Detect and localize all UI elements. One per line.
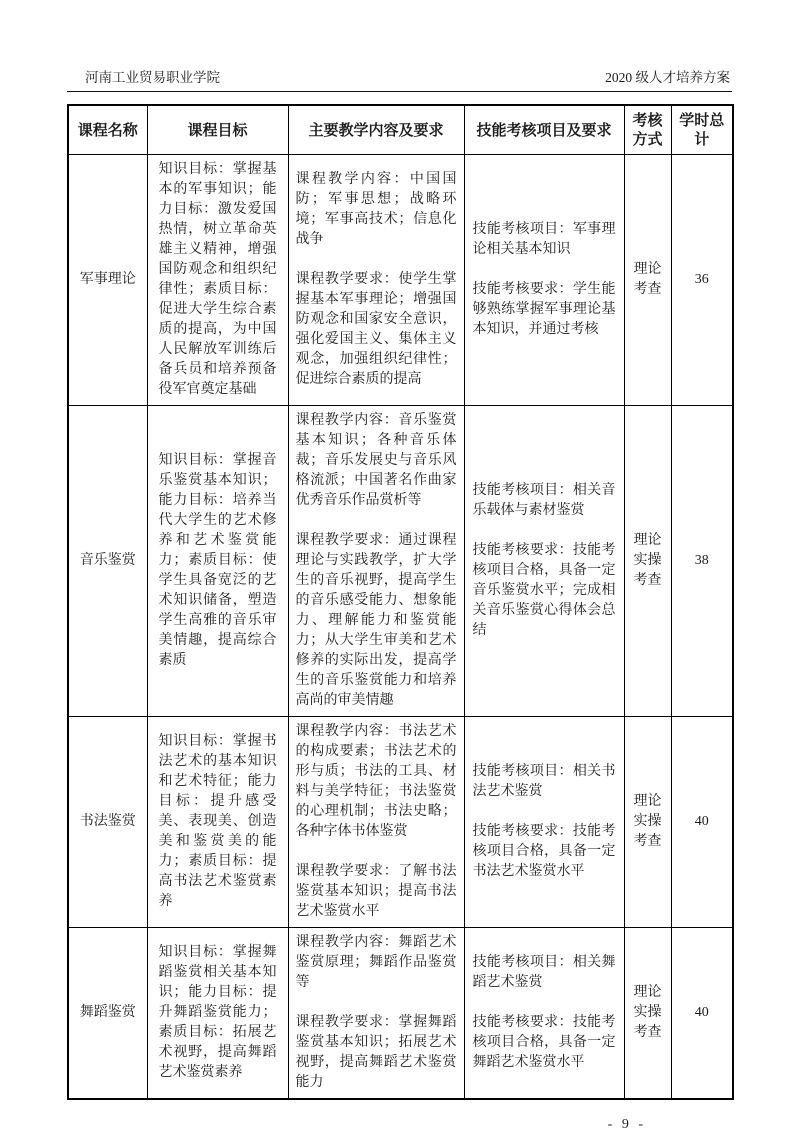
school-name: 河南工业贸易职业学院: [85, 70, 220, 85]
document-title: 2020 级人才培养方案: [605, 70, 730, 85]
objectives-cell: 知识目标：掌握舞蹈鉴赏相关基本知识；能力目标：提升舞蹈鉴赏能力；素质目标：拓展艺术视野，提高舞蹈艺术鉴赏素养: [147, 928, 288, 1100]
page-header: [67, 66, 732, 92]
assessment-requirement-paragraph: 技能考核要求：技能考核项目合格，具备一定书法艺术鉴赏水平: [472, 824, 616, 879]
objectives-cell: 知识目标：掌握音乐鉴赏基本知识；能力目标：培养当代大学生的艺术修养和艺术鉴赏能力；素质目标：使学生具备宽泛的艺术知识储备，塑造学生高雅的音乐审美情趣，提高综合素质: [147, 406, 288, 717]
teaching-content-paragraph: 课程教学内容：音乐鉴赏基本知识；各种音乐体裁；音乐发展史与音乐风格流派；中国著名作曲家优秀音乐作品赏析等: [295, 413, 457, 508]
exam-method-cell: 理论实操考查: [624, 406, 671, 717]
teaching-content-paragraph: 课程教学内容：中国国防；军事思想；战略环境；军事高技术；信息化战争: [295, 172, 457, 247]
column-header-exam-method: 考核方式: [624, 105, 671, 155]
column-header-objectives: 课程目标: [147, 105, 288, 155]
assessment-cell: [464, 406, 624, 717]
assessment-item-paragraph: 技能考核项目：相关音乐载体与素材鉴赏: [472, 483, 616, 518]
course-name-cell: 书法鉴赏: [68, 717, 147, 928]
teaching-requirement-paragraph: 课程教学要求：使学生掌握基本军事理论；增强国防观念和国家安全意识，强化爱国主义、集体主义观念，加强组织纪律性；促进综合素质的提高: [295, 272, 457, 387]
hours-cell: 40: [671, 928, 733, 1100]
exam-method-cell: 理论实操考查: [624, 717, 671, 928]
column-header-course-name: 课程名称: [68, 105, 147, 155]
table-row-military-theory: [68, 155, 733, 406]
table-row-calligraphy-appreciation: [68, 717, 733, 928]
assessment-requirement-paragraph: 技能考核要求：技能考核项目合格，具备一定音乐鉴赏水平；完成相关音乐鉴赏心得体会总结: [472, 543, 616, 638]
table-row-music-appreciation: [68, 406, 733, 717]
teaching-content-cell: [288, 155, 464, 406]
teaching-content-paragraph: 课程教学内容：舞蹈艺术鉴赏原理；舞蹈作品鉴赏等: [295, 935, 457, 990]
exam-method-cell: 理论实操考查: [624, 928, 671, 1100]
course-name-cell: 舞蹈鉴赏: [68, 928, 147, 1100]
curriculum-table: [67, 104, 734, 1100]
table-header-row: [68, 105, 733, 155]
hours-cell: 36: [671, 155, 733, 406]
objectives-cell: 知识目标：掌握书法艺术的基本知识和艺术特征；能力目标：提升感受美、表现美、创造美和鉴赏美的能力；素质目标：提高书法艺术鉴赏素养: [147, 717, 288, 928]
assessment-cell: [464, 928, 624, 1100]
assessment-item-paragraph: 技能考核项目：军事理论相关基本知识: [472, 222, 616, 257]
assessment-cell: [464, 717, 624, 928]
assessment-item-paragraph: 技能考核项目：相关舞蹈艺术鉴赏: [472, 955, 616, 990]
exam-method-cell: 理论考查: [624, 155, 671, 406]
teaching-content-cell: [288, 717, 464, 928]
teaching-content-cell: [288, 406, 464, 717]
teaching-requirement-paragraph: 课程教学要求：了解书法鉴赏基本知识；提高书法艺术鉴赏水平: [295, 864, 457, 919]
course-name-cell: 军事理论: [68, 155, 147, 406]
assessment-cell: [464, 155, 624, 406]
page-number: - 9 -: [607, 1117, 646, 1132]
teaching-content-paragraph: 课程教学内容：书法艺术的构成要素；书法艺术的形与质；书法的工具、材料与美学特征；书法鉴赏的心理机制；书法史略；各种字体书体鉴赏: [295, 724, 457, 839]
teaching-requirement-paragraph: 课程教学要求：掌握舞蹈鉴赏基本知识；拓展艺术视野，提高舞蹈艺术鉴赏能力: [295, 1015, 457, 1090]
column-header-teaching-content: 主要教学内容及要求: [288, 105, 464, 155]
assessment-item-paragraph: 技能考核项目：相关书法艺术鉴赏: [472, 764, 616, 799]
column-header-total-hours: 学时总计: [671, 105, 733, 155]
hours-cell: 38: [671, 406, 733, 717]
course-name-cell: 音乐鉴赏: [68, 406, 147, 717]
assessment-requirement-paragraph: 技能考核要求：技能考核项目合格，具备一定舞蹈艺术鉴赏水平: [472, 1015, 616, 1070]
column-header-skill-assessment: 技能考核项目及要求: [464, 105, 624, 155]
assessment-requirement-paragraph: 技能考核要求：学生能够熟练掌握军事理论基本知识，并通过考核: [472, 282, 616, 337]
hours-cell: 40: [671, 717, 733, 928]
teaching-content-cell: [288, 928, 464, 1100]
teaching-requirement-paragraph: 课程教学要求：通过课程理论与实践教学，扩大学生的音乐视野，提高学生的音乐感受能力、想象能力、理解能力和鉴赏能力；从大学生审美和艺术修养的实际出发，提高学生的音乐鉴赏能力和培养高尚的审美情趣: [295, 533, 457, 708]
objectives-cell: 知识目标：掌握基本的军事知识；能力目标：激发爱国热情，树立革命英雄主义精神，增强国防观念和组织纪律性；素质目标：促进大学生综合素质的提高，为中国人民解放军训练后备兵员和培养预备役军官奠定基础: [147, 155, 288, 406]
table-row-dance-appreciation: [68, 928, 733, 1100]
